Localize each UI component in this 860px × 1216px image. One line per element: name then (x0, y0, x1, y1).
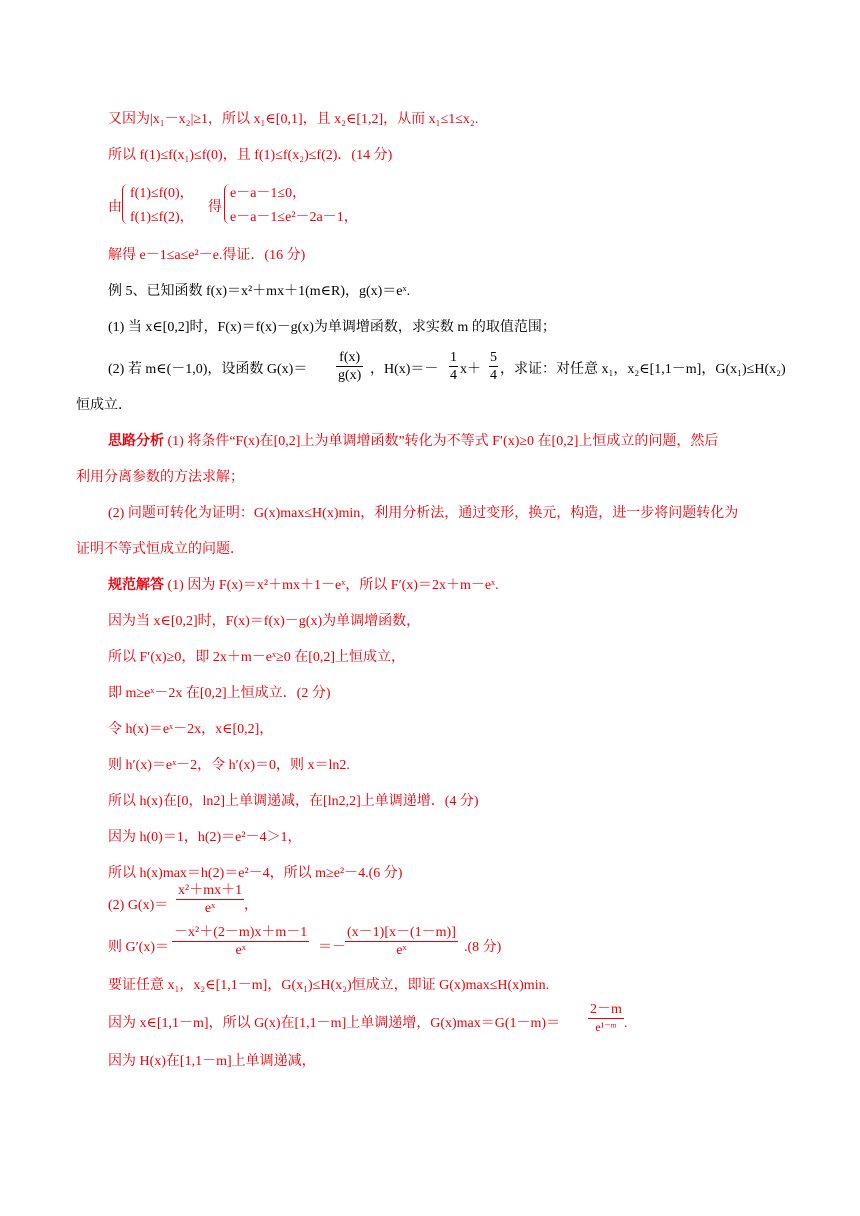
text-line: 解得 e－1≤a≤e²－e.得证．(16 分) (108, 248, 306, 263)
text-fragment: 由 (108, 200, 122, 215)
text-line (108, 432, 718, 452)
fraction-denominator: eˣ (235, 943, 246, 958)
text-fragment: ，H(x)＝－ (370, 362, 439, 377)
text-fragment: .(8 分) (464, 940, 502, 955)
fraction-numerator: －x²＋(2－m)x＋m－1 (174, 925, 308, 940)
text-line (108, 576, 499, 596)
text-fragment: (2) 若 m∈(－1,0)，设函数 G(x)＝ (108, 362, 308, 377)
fraction-denominator: 4 (450, 368, 457, 383)
text-line: 所以 f(1)≤f(x₁)≤f(0)，且 f(1)≤f(x₂)≤f(2)．(14 分) (108, 148, 393, 163)
brace-left-1 (122, 184, 129, 224)
text-fragment: ＝－ (318, 940, 346, 955)
text-fragment: 则 G′(x)＝ (108, 940, 169, 955)
text-line: 利用分离参数的方法求解； (76, 470, 244, 485)
text-fragment: ，求证：对任意 x₁，x₂∈[1,1－m]，G(x₁)≤H(x₂) (500, 362, 786, 377)
text-line: 即 m≥eˣ－2x 在[0,2]上恒成立．(2 分) (108, 686, 331, 701)
text-line: 要证任意 x₁，x₂∈[1,1－m]，G(x₁)≤H(x₂)恒成立，即证 G(x)max≤H(x)min. (108, 978, 550, 993)
question-1: (1) 当 x∈[0,2]时，F(x)＝f(x)－g(x)为单调增函数，求实数 m 的取值范围； (108, 320, 556, 335)
fraction (588, 1001, 624, 1036)
fraction-numerator: x²＋mx＋1 (178, 883, 243, 898)
text-line: 所以 h(x)在[0，ln2]上单调递减，在[ln2,2]上单调递增．(4 分) (108, 794, 479, 809)
fraction-numerator: 1 (450, 350, 457, 365)
fraction-denominator: eˣ (204, 901, 216, 916)
text-line: 因为 H(x)在[1,1－m]上单调递减， (108, 1054, 316, 1069)
text-line: 所以 h(x)max＝h(2)＝e²－4，所以 m≥e²－4.(6 分) (108, 866, 403, 881)
section-title: 规范解答 (108, 578, 164, 593)
text-line: 令 h(x)＝eˣ－2x，x∈[0,2]， (108, 722, 274, 737)
fraction (449, 349, 458, 384)
text-fragment: 因为 x∈[1,1－m]，所以 G(x)在[1,1－m]上单调递增，G(x)max＝G(1－m)＝ (108, 1016, 561, 1031)
text-fragment: e－a－1≤0， (230, 186, 307, 201)
text-line: 又因为|x₁－x₂|≥1，所以 x₁∈[0,1]，且 x₂∈[1,2]，从而 x₁≤1≤x₂. (108, 112, 479, 127)
text-fragment: e－a－1≤e²－2a－1， (230, 210, 358, 225)
text-fragment: ， (244, 898, 258, 913)
text-fragment: . (624, 1016, 628, 1031)
fraction-denominator: eˣ (396, 943, 407, 958)
fraction-numerator: (x－1)[x－(1－m)] (347, 925, 456, 940)
fraction (489, 349, 498, 384)
fraction (172, 924, 309, 959)
fraction-numerator: f(x) (336, 349, 363, 367)
text-line: 所以 F′(x)≥0，即 2x＋m－eˣ≥0 在[0,2]上恒成立， (108, 650, 406, 665)
text-line: 恒成立． (76, 398, 132, 413)
example-title: 例 5、已知函数 f(x)＝x²＋mx＋1(m∈R)，g(x)＝eˣ. (108, 284, 411, 299)
fraction-denominator: e¹⁻ᵐ (595, 1020, 617, 1034)
section-title: 思路分析 (108, 434, 164, 449)
text-fragment: (1) 将条件“F(x)在[0,2]上为单调增函数”转化为不等式 F′(x)≥0 在[0,2]上恒成立的问题，然后 (167, 434, 719, 449)
fraction-denominator: g(x) (338, 368, 362, 383)
text-line: 因为 h(0)＝1，h(2)＝e²－4＞1， (108, 830, 302, 845)
text-fragment: x＋ (460, 362, 481, 377)
fraction-denominator: 4 (490, 368, 497, 383)
fraction (176, 882, 244, 917)
text-fragment: f(1)≤f(2)， (130, 210, 194, 225)
fraction (345, 924, 458, 959)
text-fragment: (2) G(x)＝ (108, 898, 169, 913)
text-line: 则 h′(x)＝eˣ－2，令 h′(x)＝0，则 x＝ln2. (108, 758, 350, 773)
fraction-numerator: 2－m (590, 1002, 622, 1017)
text-fragment: (1) 因为 F(x)＝x²＋mx＋1－eˣ，所以 F′(x)＝2x＋m－eˣ. (167, 578, 499, 593)
text-fragment: f(1)≤f(0)， (130, 186, 194, 201)
text-line: 证明不等式恒成立的问题． (76, 542, 244, 557)
fraction-numerator: 5 (490, 350, 497, 365)
text-fragment: 得 (208, 200, 222, 215)
text-line: (2) 问题可转化为证明：G(x)max≤H(x)min，利用分析法，通过变形，换元，构造，进一步将问题转化为 (108, 506, 739, 521)
fraction (336, 349, 363, 384)
text-line: 因为当 x∈[0,2]时，F(x)＝f(x)－g(x)为单调增函数， (108, 614, 421, 629)
